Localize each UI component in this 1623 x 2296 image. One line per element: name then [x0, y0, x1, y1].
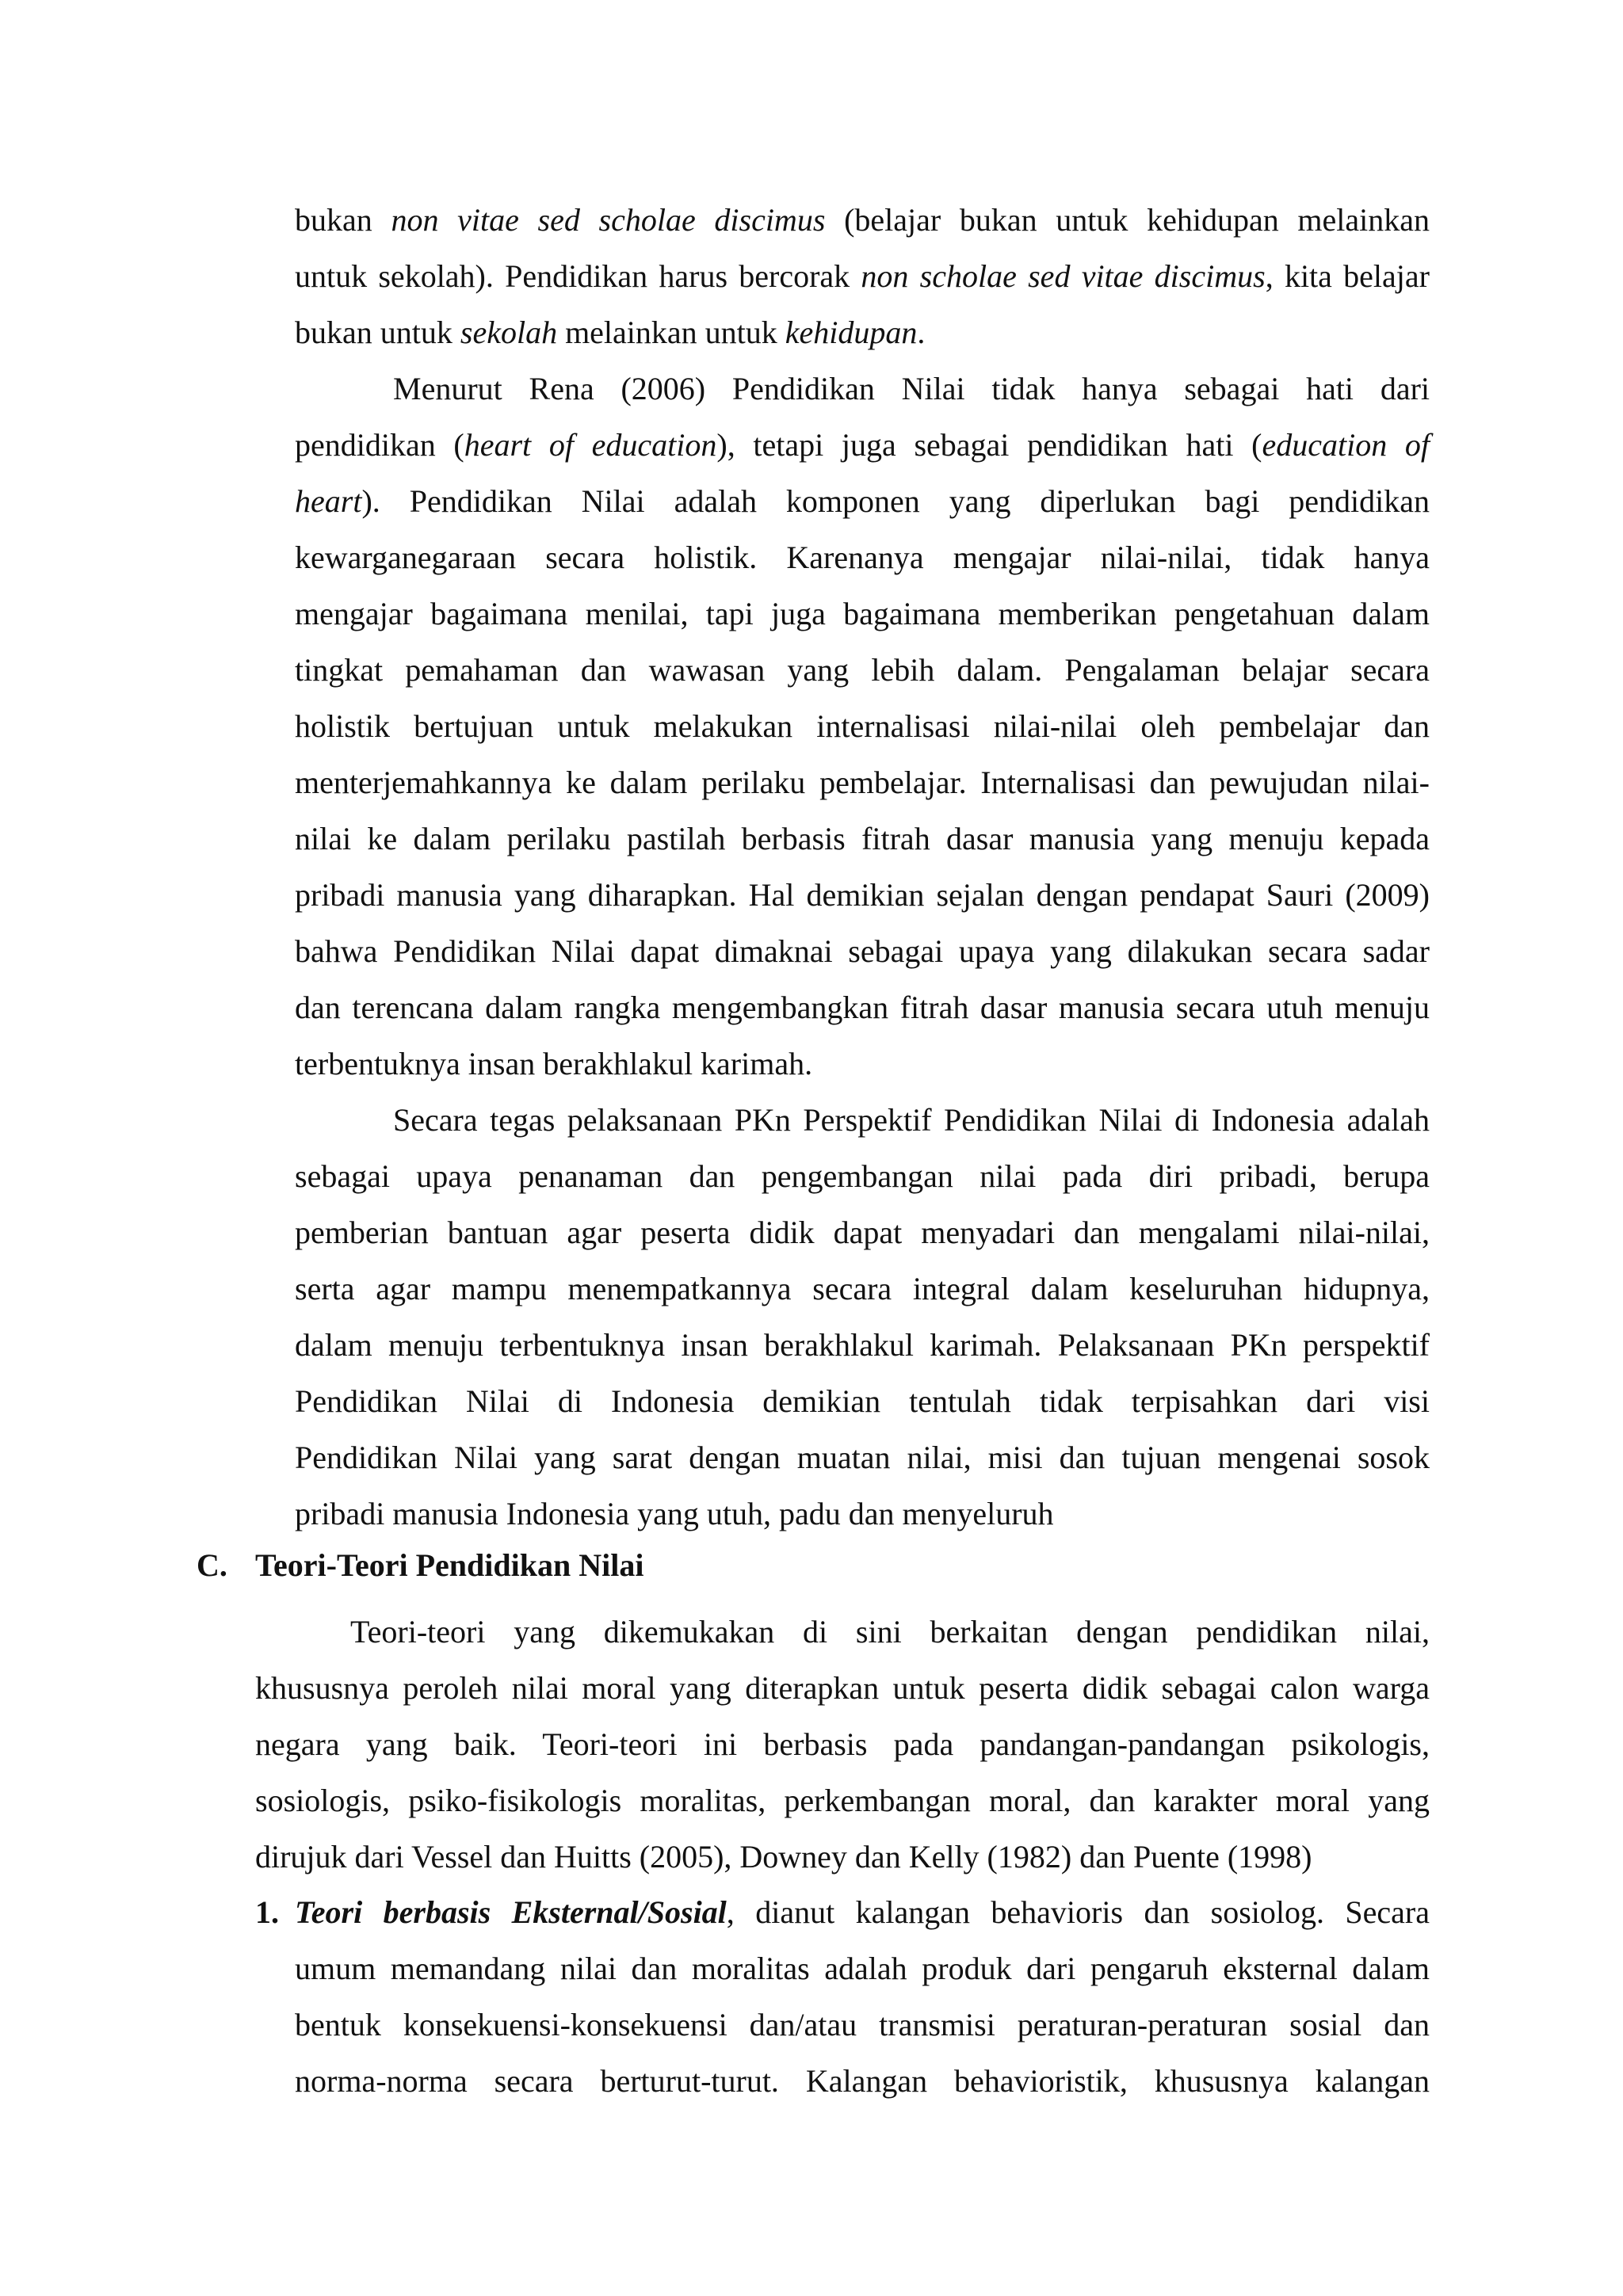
rena-line-6: tingkat pemahaman dan wawasan yang lebih dalam. Pengalaman belajar secara [295, 652, 1430, 688]
intro-line-2: untuk sekolah). Pendidikan harus bercorak non scholae sed vitae discimus, kita belajar [295, 258, 1430, 294]
tegas-line-7: Pendidikan Nilai yang sarat dengan muatan nilai, misi dan tujuan mengenai sosok [295, 1440, 1430, 1475]
list-item-number: 1. [255, 1894, 279, 1930]
rena-line-2: pendidikan (heart of education), tetapi juga sebagai pendidikan hati (education of [295, 427, 1430, 463]
item1-line-3: bentuk konsekuensi-konsekuensi dan/atau transmisi peraturan-peraturan sosial dan [295, 2007, 1430, 2042]
intro-line-1: bukan non vitae sed scholae discimus (belajar bukan untuk kehidupan melainkan [295, 202, 1430, 238]
rena-line-12: dan terencana dalam rangka mengembangkan fitrah dasar manusia secara utuh menuju [295, 990, 1430, 1025]
tegas-line-1: Secara tegas pelaksanaan PKn Perspektif Pendidikan Nilai di Indonesia adalah [393, 1102, 1430, 1138]
item1-line-2: umum memandang nilai dan moralitas adalah produk dari pengaruh eksternal dalam [295, 1951, 1430, 1986]
tegas-line-4: serta agar mampu menempatkannya secara integral dalam keseluruhan hidupnya, [295, 1271, 1430, 1306]
tegas-line-5: dalam menuju terbentuknya insan berakhlakul karimah. Pelaksanaan PKn perspektif [295, 1327, 1430, 1363]
rena-line-10: pribadi manusia yang diharapkan. Hal demikian sejalan dengan pendapat Sauri (2009) [295, 877, 1430, 913]
teori-line-3: negara yang baik. Teori-teori ini berbasis pada pandangan-pandangan psikologis, [255, 1726, 1430, 1762]
rena-line-8: menterjemahkannya ke dalam perilaku pembelajar. Internalisasi dan pewujudan nilai- [295, 765, 1430, 800]
section-title: Teori-Teori Pendidikan Nilai [255, 1547, 644, 1583]
intro-line-3: bukan untuk sekolah melainkan untuk kehidupan. [295, 315, 926, 350]
rena-line-1: Menurut Rena (2006) Pendidikan Nilai tidak hanya sebagai hati dari [393, 371, 1430, 406]
rena-line-7: holistik bertujuan untuk melakukan internalisasi nilai-nilai oleh pembelajar dan [295, 708, 1430, 744]
teori-line-1: Teori-teori yang dikemukakan di sini berkaitan dengan pendidikan nilai, [350, 1614, 1430, 1650]
rena-line-9: nilai ke dalam perilaku pastilah berbasis fitrah dasar manusia yang menuju kepada [295, 821, 1430, 856]
section-label: C. [197, 1547, 227, 1583]
teori-line-5: dirujuk dari Vessel dan Huitts (2005), Downey dan Kelly (1982) dan Puente (1998) [255, 1839, 1312, 1875]
rena-line-4: kewarganegaraan secara holistik. Karenanya mengajar nilai-nilai, tidak hanya [295, 540, 1430, 575]
rena-line-13: terbentuknya insan berakhlakul karimah. [295, 1046, 813, 1081]
rena-line-5: mengajar bagaimana menilai, tapi juga bagaimana memberikan pengetahuan dalam [295, 596, 1430, 631]
rena-line-3: heart). Pendidikan Nilai adalah komponen yang diperlukan bagi pendidikan [295, 483, 1430, 519]
rena-line-11: bahwa Pendidikan Nilai dapat dimaknai sebagai upaya yang dilakukan secara sadar [295, 933, 1430, 969]
item1-line-1: Teori berbasis Eksternal/Sosial, dianut kalangan behavioris dan sosiolog. Secara [295, 1894, 1430, 1930]
item1-line-4: norma-norma secara berturut-turut. Kalangan behavioristik, khususnya kalangan [295, 2063, 1430, 2099]
section-heading [197, 1547, 643, 1585]
teori-line-2: khususnya peroleh nilai moral yang diterapkan untuk peserta didik sebagai calon warga [255, 1670, 1430, 1706]
teori-line-4: sosiologis, psiko-fisikologis moralitas, perkembangan moral, dan karakter moral yang [255, 1783, 1430, 1818]
tegas-line-8: pribadi manusia Indonesia yang utuh, padu dan menyeluruh [295, 1496, 1054, 1531]
tegas-line-2: sebagai upaya penanaman dan pengembangan nilai pada diri pribadi, berupa [295, 1158, 1430, 1194]
item1-title: Teori berbasis Eksternal/Sosial [295, 1894, 727, 1930]
tegas-line-3: pemberian bantuan agar peserta didik dapat menyadari dan mengalami nilai-nilai, [295, 1215, 1430, 1250]
tegas-line-6: Pendidikan Nilai di Indonesia demikian tentulah tidak terpisahkan dari visi [295, 1383, 1430, 1419]
